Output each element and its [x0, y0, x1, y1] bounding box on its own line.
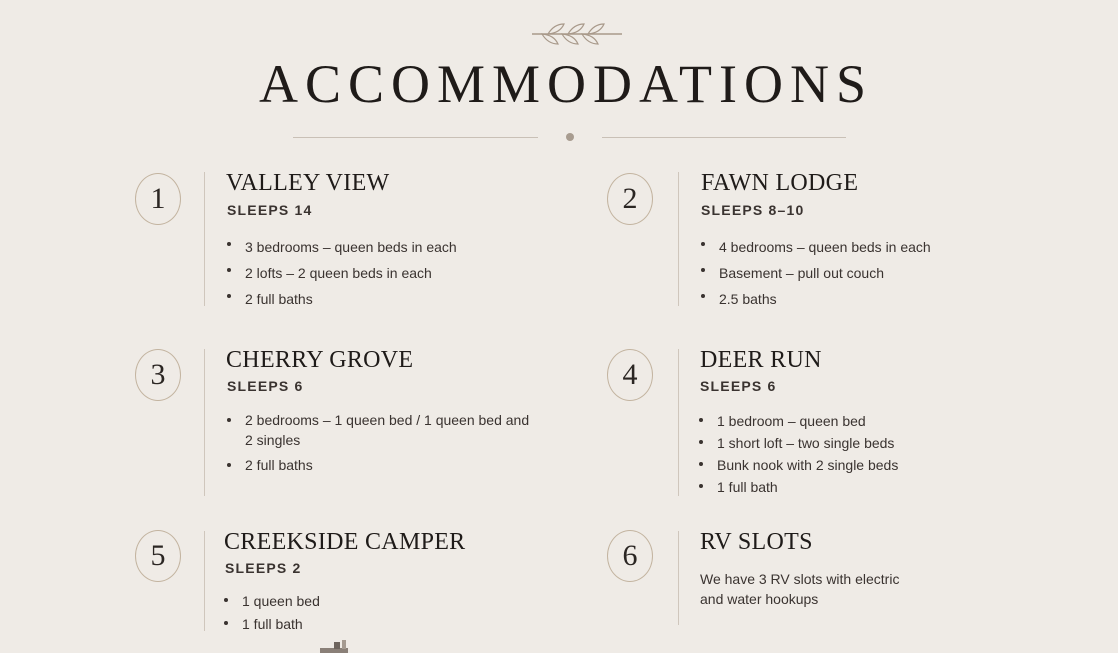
divider-right [602, 137, 846, 138]
card-name: VALLEY VIEW [226, 170, 390, 196]
list-item: Bunk nook with 2 single beds [697, 454, 898, 476]
card-number-badge: 2 [607, 173, 653, 225]
card-name: CHERRY GROVE [226, 347, 414, 373]
card-amenities-list [225, 410, 535, 475]
list-item: 2 lofts – 2 queen beds in each [225, 260, 457, 286]
lantern-icon [316, 640, 356, 653]
list-item: 1 queen bed [222, 590, 320, 613]
list-item: 2 full baths [225, 455, 535, 475]
card-divider [204, 172, 205, 306]
list-item: 4 bedrooms – queen beds in each [699, 234, 931, 260]
divider-left [293, 137, 538, 138]
card-number-badge: 3 [135, 349, 181, 401]
card-number-badge: 1 [135, 173, 181, 225]
page-title: ACCOMMODATIONS [258, 54, 874, 114]
card-name: RV SLOTS [700, 529, 813, 555]
list-item: Basement – pull out couch [699, 260, 931, 286]
list-item: 1 full bath [222, 613, 320, 636]
card-divider [204, 531, 205, 631]
list-item: 2 bedrooms – 1 queen bed / 1 queen bed and 2 singles [225, 410, 535, 450]
divider-dot [566, 133, 574, 141]
card-name: CREEKSIDE CAMPER [224, 529, 466, 555]
list-item: 2.5 baths [699, 286, 931, 312]
card-amenities-list [225, 234, 457, 312]
card-sleeps: SLEEPS 2 [225, 560, 302, 576]
card-sleeps: SLEEPS 8–10 [701, 202, 805, 218]
list-item: 1 bedroom – queen bed [697, 410, 898, 432]
leaf-sprig-icon [528, 18, 626, 48]
card-name: DEER RUN [700, 347, 822, 373]
card-amenities-list [697, 410, 898, 498]
list-item: 1 full bath [697, 476, 898, 498]
card-amenities-list [699, 234, 931, 312]
list-item: 2 full baths [225, 286, 457, 312]
list-item: 3 bedrooms – queen beds in each [225, 234, 457, 260]
card-divider [204, 349, 205, 496]
card-divider [678, 531, 679, 625]
card-sleeps: SLEEPS 6 [700, 378, 777, 394]
card-sleeps: SLEEPS 14 [227, 202, 313, 218]
card-number-badge: 5 [135, 530, 181, 582]
card-description: We have 3 RV slots with electric and water hookups [700, 571, 900, 607]
card-sleeps: SLEEPS 6 [227, 378, 304, 394]
list-item: 1 short loft – two single beds [697, 432, 898, 454]
card-name: FAWN LODGE [701, 170, 859, 196]
card-divider [678, 172, 679, 306]
card-divider [678, 349, 679, 496]
card-amenities-list [222, 590, 320, 636]
card-number-badge: 4 [607, 349, 653, 401]
card-number-badge: 6 [607, 530, 653, 582]
